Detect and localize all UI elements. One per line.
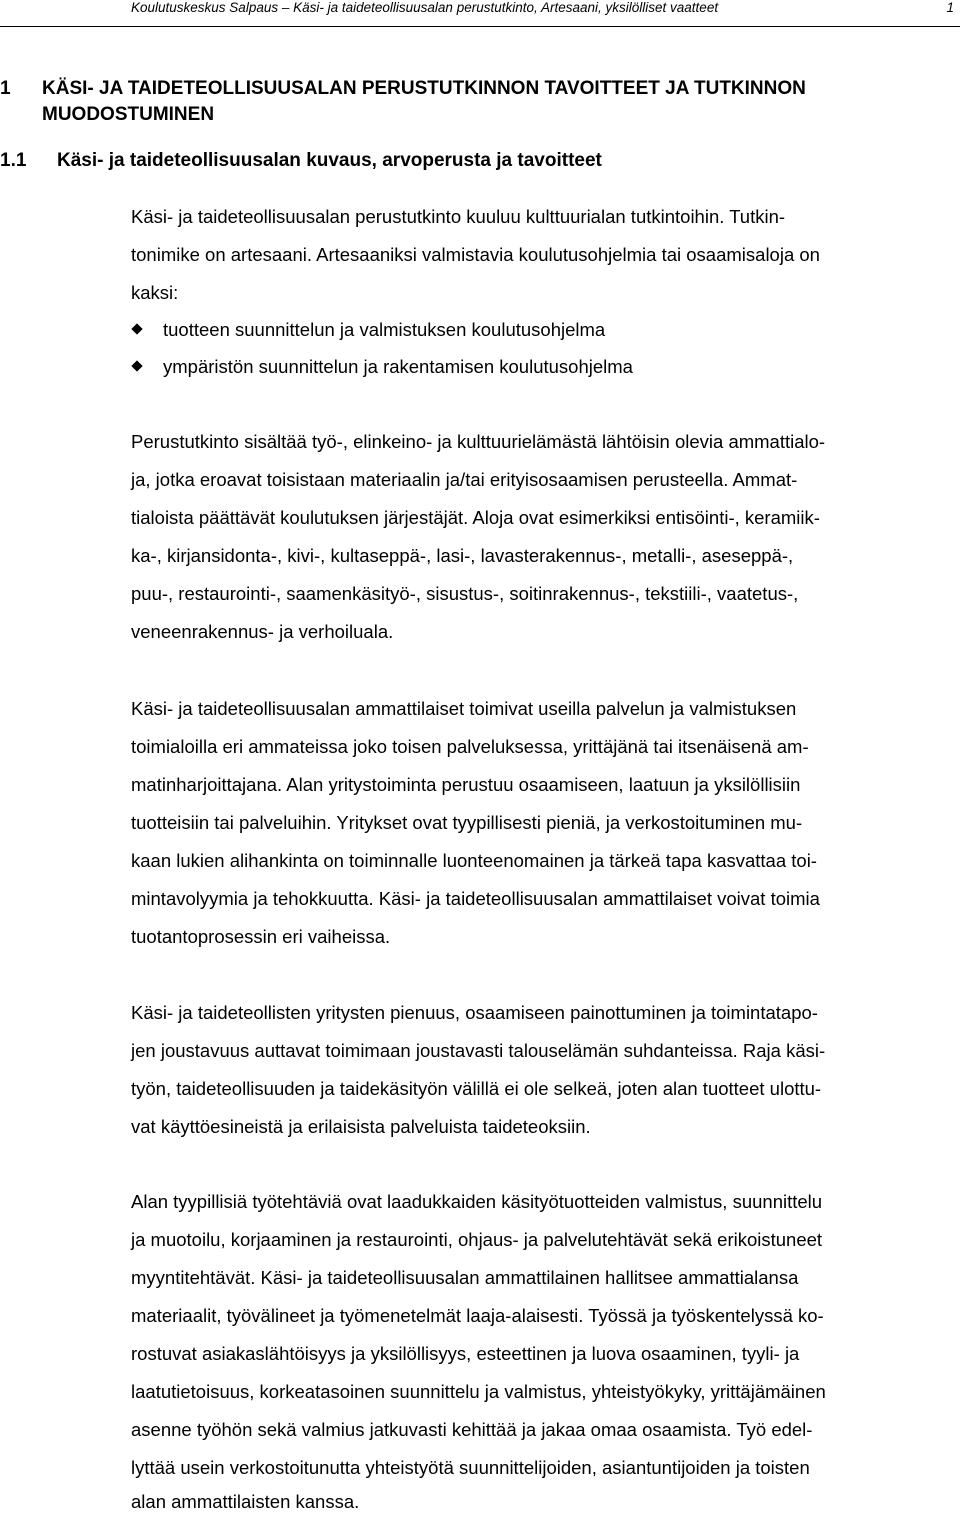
paragraph-line: asenne työhön sekä valmius jatkuvasti kehittää ja jakaa omaa osaamista. Työ edel- [131,1419,813,1440]
paragraph-line: matinharjoittajana. Alan yritystoiminta perustuu osaamiseen, laatuun ja yksilöllisiin [131,774,801,795]
paragraph-line: ka-, kirjansidonta-, kivi-, kultaseppä-, lasi-, lavasterakennus-, metalli-, aseseppä-, [131,545,794,566]
chapter-title-line-2: MUODOSTUMINEN [42,104,215,125]
paragraph-line: vat käyttöesineistä ja erilaisista palveluista taideteoksiin. [131,1116,591,1137]
list-item-text: ympäristön suunnittelun ja rakentamisen koulutusohjelma [163,356,633,377]
list-item [131,318,605,342]
list-item-text: tuotteen suunnittelun ja valmistuksen koulutusohjelma [163,319,606,340]
section-title: Käsi- ja taideteollisuusalan kuvaus, arvoperusta ja tavoitteet [57,150,602,171]
paragraph-line: Alan tyypillisiä työtehtäviä ovat laadukkaiden käsityötuotteiden valmistus, suunnittelu [131,1191,823,1212]
chapter-title-line-1: KÄSI- JA TAIDETEOLLISUUSALAN PERUSTUTKINNON TAVOITTEET JA TUTKINNON [42,78,806,99]
paragraph-line: laatutietoisuus, korkeatasoinen suunnittelu ja valmistus, yhteistyökyky, yrittäjämäinen [131,1381,826,1402]
paragraph-line: ja, jotka eroavat toisistaan materiaalin ja/tai erityisosaamisen perusteella. Ammat- [131,469,798,490]
paragraph-line: materiaalit, työvälineet ja työmenetelmät laaja-alaisesti. Työssä ja työskentelyssä ko- [131,1305,824,1326]
paragraph-line: ja muotoilu, korjaaminen ja restaurointi, ohjaus- ja palvelutehtävät sekä erikoistuneet [131,1229,823,1250]
paragraph-line: Käsi- ja taideteollisuusalan ammattilaiset toimivat useilla palvelun ja valmistuksen [131,698,797,719]
paragraph-line: Käsi- ja taideteollisten yritysten pienuus, osaamiseen painottuminen ja toimintatapo- [131,1002,818,1023]
paragraph-line: alan ammattilaisten kanssa. [131,1491,360,1512]
section-number: 1.1 [0,150,27,171]
paragraph-line: veneenrakennus- ja verhoiluala. [131,621,394,642]
intro-line: tonimike on artesaani. Artesaaniksi valmistavia koulutusohjelmia tai osaamisaloja on [131,244,820,265]
intro-line: kaksi: [131,282,179,303]
paragraph-line: tialoista päättävät koulutuksen järjestäjät. Aloja ovat esimerkiksi entisöinti-, keramiik- [131,507,820,528]
page-number: 1 [946,0,954,15]
paragraph-line: toimialoilla eri ammateissa joko toisen palveluksessa, yrittäjänä tai itsenäisenä am- [131,736,809,757]
bullet-diamond-icon [131,360,142,371]
paragraph-line: lyttää usein verkostoitunutta yhteistyötä suunnittelijoiden, asiantuntijoiden ja toisten [131,1457,810,1478]
header-divider [0,26,960,27]
paragraph-line: jen joustavuus auttavat toimimaan joustavasti talouselämän suhdanteissa. Raja käsi- [131,1040,826,1061]
paragraph-line: kaan lukien alihankinta on toiminnalle luonteenomainen ja tärkeä tapa kasvattaa toi- [131,850,817,871]
paragraph-line: tuotantoprosessin eri vaiheissa. [131,926,391,947]
paragraph-line: Perustutkinto sisältää työ-, elinkeino- ja kulttuurielämästä lähtöisin olevia ammattialo- [131,431,826,452]
paragraph-line: rostuvat asiakaslähtöisyys ja yksilöllisyys, esteettinen ja luova osaaminen, tyyli- ja [131,1343,800,1364]
running-header [0,0,960,24]
running-title: Koulutuskeskus Salpaus – Käsi- ja taideteollisuusalan perustutkinto, Artesaani, yksilölliset vaatteet [131,0,719,15]
intro-line: Käsi- ja taideteollisuusalan perustutkinto kuuluu kulttuurialan tutkintoihin. Tutkin- [131,206,786,227]
paragraph-line: mintavolyymia ja tehokkuutta. Käsi- ja taideteollisuusalan ammattilaiset voivat toimia [131,888,820,909]
list-item [131,355,633,379]
bullet-diamond-icon [131,323,142,334]
paragraph-line: työn, taideteollisuuden ja taidekäsityön välillä ei ole selkeä, joten alan tuotteet ulottu- [131,1078,822,1099]
paragraph-line: puu-, restaurointi-, saamenkäsityö-, sisustus-, soitinrakennus-, tekstiili-, vaatetus-, [131,583,799,604]
paragraph-line: myyntitehtävät. Käsi- ja taideteollisuusalan ammattilainen hallitsee ammattialansa [131,1267,799,1288]
paragraph-line: tuotteisiin tai palveluihin. Yritykset ovat tyypillisesti pieniä, ja verkostoituminen mu- [131,812,803,833]
chapter-number: 1 [0,78,11,99]
